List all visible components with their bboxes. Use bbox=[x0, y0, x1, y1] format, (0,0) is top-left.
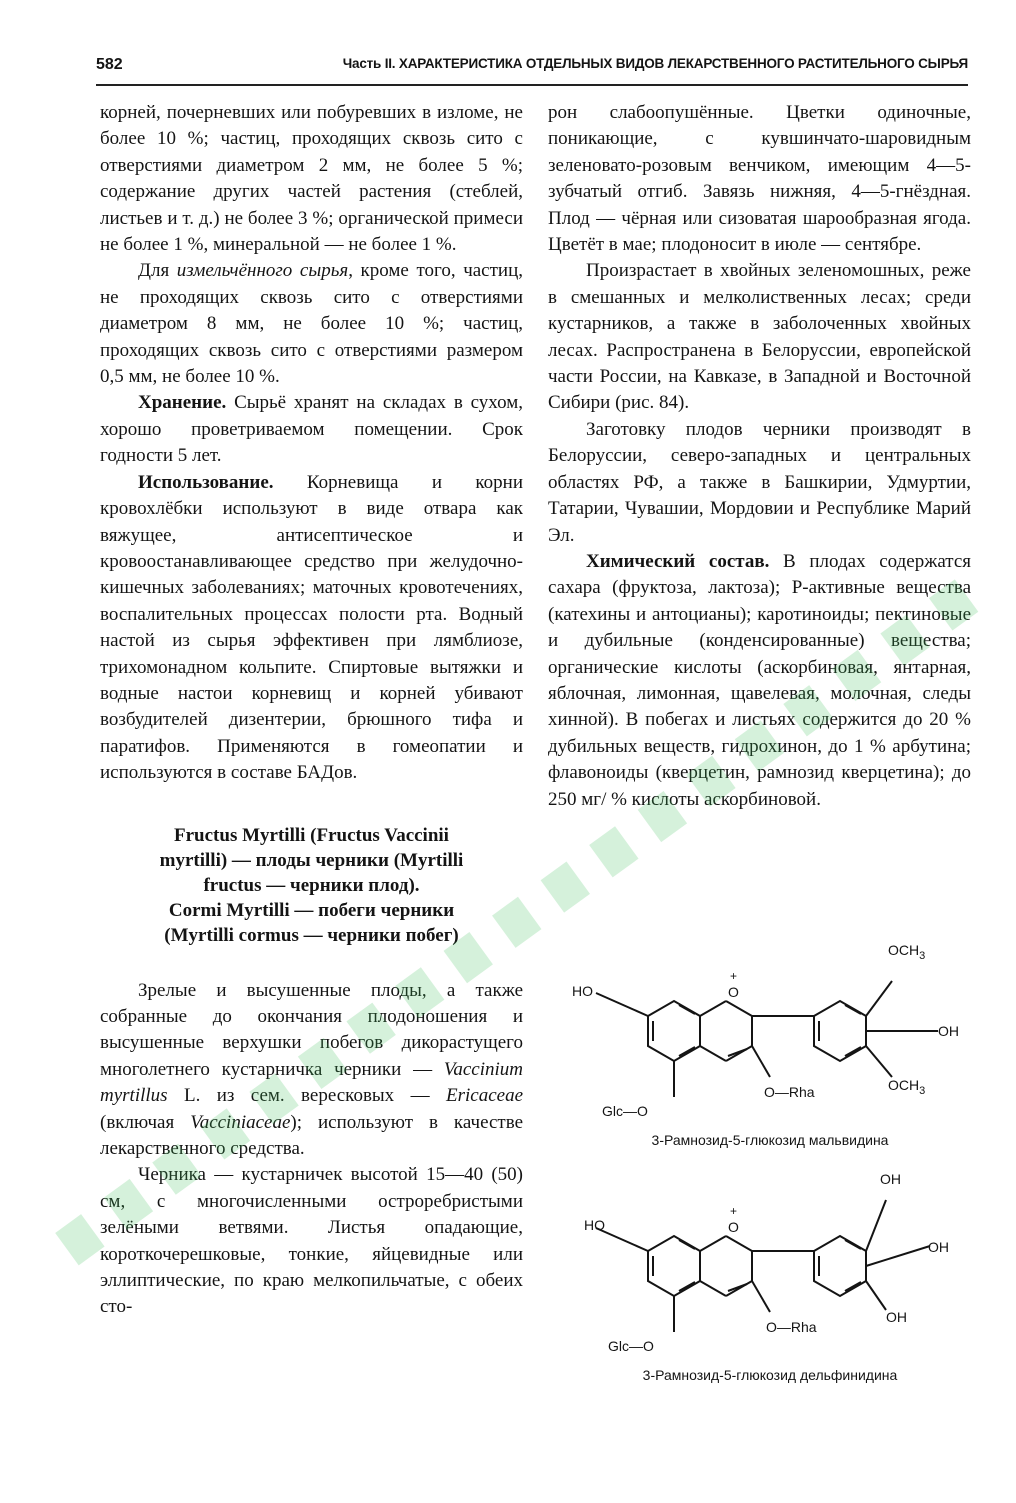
methoxy-bottom-label: $OCH_3$ bbox=[888, 1077, 926, 1097]
rhamnoside-label: O—Rha bbox=[766, 1319, 817, 1335]
glucoside-label: Glc—O bbox=[608, 1338, 654, 1354]
running-title: Часть II. ХАРАКТЕРИСТИКА ОТДЕЛЬНЫХ ВИДОВ ЛЕКАРСТВЕННОГО РАСТИТЕЛЬНОГО СЫРЬЯ bbox=[342, 56, 968, 71]
right-column bbox=[548, 100, 971, 813]
malvidin-structure-diagram bbox=[560, 925, 980, 1130]
figure-caption: 3-Рамнозид-5-глюкозид мальвидина bbox=[651, 1132, 889, 1148]
heading-line: (Myrtilli cormus — черники побег) bbox=[164, 924, 459, 946]
ring-oxygen-label: O bbox=[728, 984, 739, 1000]
structure-figure-malvidin bbox=[560, 925, 980, 1148]
positive-charge-label: + bbox=[730, 969, 738, 983]
article-heading bbox=[100, 823, 523, 948]
methoxy-top-label: $OCH_3$ bbox=[888, 942, 926, 962]
text-run: (включая bbox=[100, 1111, 175, 1133]
text-run: L. из сем. вересковых — bbox=[167, 1085, 430, 1107]
hydroxyl-bottom-label: OH bbox=[886, 1309, 907, 1325]
ring-oxygen-label: O bbox=[728, 1219, 739, 1235]
paragraph bbox=[100, 390, 523, 469]
page-number: 582 bbox=[96, 56, 123, 73]
italic-term: измельчённого сырья bbox=[176, 260, 349, 282]
text-run: Зрелые и высушенные плоды, а также собранные до окончания плодоношения и высушенные верхушки побегов дикорастущего многолетнего кустарничка черники — bbox=[100, 979, 523, 1080]
paragraph: корней, почерневших или побуревших в изломе, не более 10 %; частиц, проходящих сквозь сито с отверстиями диаметром 2 мм, не более 5 %; содержание других частей растения (стеблей, листьев и т. д.) не более 3 %; органической примеси не более 1 %, минеральной — не более 1 %. bbox=[100, 102, 523, 256]
text-run: В плодах содержатся сахара (фруктоза, лактоза); Р-активные вещества (катехины и антоцианы); каротиноиды; пектиновые и дубильные (конденсированные) вещества; органические кислоты (аскорбиновая, янтарная, яблочная, лимонная, щавелевая, молочная, следы хинной). В побегах и листьях содержится до 20 % дубильных веществ, гидрохинон, до 1 % арбутина; флавоноиды (кверцетин, рамнозид кверцетина); до 250 мг/ % кислоты аскорбиновой. bbox=[548, 550, 972, 810]
section-title: Использование. bbox=[138, 471, 274, 493]
paragraph: Произрастает в хвойных зеленомошных, реже в смешанных и мелколиственных лесах; среди кустарников, а также в заболоченных хвойных лесах. Распространена в Белоруссии, европейской части России, на Кавказе, в Западной и Восточной Сибири (рис. 84). bbox=[548, 260, 971, 414]
heading-line: fructus — черники плод). bbox=[203, 874, 420, 896]
hydroxyl-label: HO bbox=[572, 983, 593, 999]
text-run: Для bbox=[138, 260, 170, 282]
text-run: Сырьё хранят на складах в сухом, хорошо проветриваемом помещении. Срок годности 5 лет. bbox=[100, 392, 523, 467]
figure-caption: 3-Рамнозид-5-глюкозид дельфинидина bbox=[642, 1367, 898, 1383]
structure-figure-delphinidin bbox=[560, 1160, 980, 1383]
hydroxyl-label: OH bbox=[938, 1023, 959, 1039]
bonds bbox=[596, 1200, 930, 1332]
text-run: , кроме того, частиц, не проходящих сквозь сито с отверстиями диаметром 8 мм, не более 10 %; частиц, проходящих сквозь сито с отверстиями размером 0,5 мм, не более 10 %. bbox=[100, 260, 524, 388]
paragraph: рон слабоопушённые. Цветки одиночные, поникающие, с кувшинчато-шаровидным зеленовато-розовым венчиком, имеющим 4—5-зубчатый отгиб. Завязь нижняя, 4—5-гнёздная. Плод — чёрная или сизоватая шарообразная ягода. Цветёт в мае; плодоносит в июле — сентябре. bbox=[548, 102, 971, 256]
hydroxyl-middle-label: OH bbox=[928, 1239, 949, 1255]
paragraph bbox=[100, 470, 523, 787]
text-run: ); используют в качестве лекарственного средства. bbox=[100, 1111, 524, 1159]
paragraph bbox=[548, 549, 971, 813]
italic-term: Vacciniaceae bbox=[190, 1111, 291, 1133]
hydroxyl-top-label: OH bbox=[880, 1171, 901, 1187]
paragraph: Черника — кустарничек высотой 15—40 (50) см, с многочисленными остроребристыми зелёными ветвями. Листья опадающие, короткочерешковые, тонкие, яйцевидные или эллиптические, по краю мелкопильчатые, с обеих сто- bbox=[100, 1164, 523, 1318]
page-header bbox=[96, 56, 968, 86]
italic-term: Ericaceae bbox=[445, 1085, 523, 1107]
delphinidin-structure-diagram bbox=[560, 1160, 980, 1365]
paragraph bbox=[100, 978, 523, 1163]
section-title: Хранение. bbox=[138, 392, 227, 414]
hydroxyl-label: HO bbox=[584, 1217, 605, 1233]
bonds bbox=[596, 981, 938, 1097]
positive-charge-label: + bbox=[730, 1204, 738, 1218]
left-column bbox=[100, 100, 523, 1321]
paragraph: Заготовку плодов черники производят в Белоруссии, северо-западных и центральных областях РФ, а также в Башкирии, Удмуртии, Татарии, Чувашии, Мордовии и Республике Марий Эл. bbox=[548, 418, 971, 546]
text-run: Корневища и корни кровохлёбки используют в виде отвара как вяжущее, антисептическое и кровоостанавливающее средство при желудочно-кишечных заболеваниях; маточных кровотечениях, воспалительных процессах полости рта. Водный настой из сырья эффективен при лямблиозе, трихомонадном кольпите. Спиртовые вытяжки и водные настои корневищ и корней убивают возбудителей дизентерии, брюшного тифа и паратифов. Применяются в гомеопатии и используются в составе БАДов. bbox=[100, 471, 523, 784]
italic-term: Vaccinium myrtillus bbox=[100, 1058, 524, 1107]
heading-line: Cormi Myrtilli — побеги черники bbox=[168, 899, 455, 921]
rhamnoside-label: O—Rha bbox=[764, 1084, 815, 1100]
heading-line: myrtilli) — плоды черники (Myrtilli bbox=[159, 849, 464, 871]
section-title: Химический состав. bbox=[586, 550, 770, 572]
glucoside-label: Glc—O bbox=[602, 1103, 648, 1119]
heading-line: Fructus Myrtilli (Fructus Vaccinii bbox=[174, 824, 449, 846]
paragraph bbox=[100, 258, 523, 390]
